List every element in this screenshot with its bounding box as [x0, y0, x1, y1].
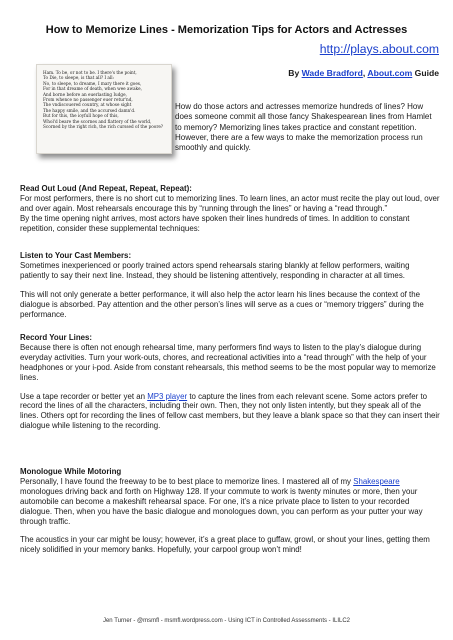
section-paragraph: Sometimes inexperienced or poorly trained actors spend rehearsals staring blankly at fellow performers, waiting patiently to say their next line. Instead, they should be listening attentively, responding in character at all times. [20, 260, 410, 280]
poem-line: Scorned by the right rich, the rich curssed of the poore? [43, 124, 164, 130]
byline [288, 68, 439, 78]
section-heading: Record Your Lines: [20, 333, 93, 342]
section-paragraph: Because there is often not enough rehearsal time, many performers find ways to listen to the play’s dialogue during everyday activities. Turn your work-outs, chores, and recreational activities into a “read through” with the help of your headphones or your i-pod. Aside from constant rehearsals, this method seems to be the most popular way to memorize lines. [20, 342, 436, 382]
poem-line: Whol'd beare the scornes and flattery of the world, [43, 118, 152, 124]
author-link[interactable]: Wade Bradford [301, 68, 363, 78]
byline-separator: , [362, 68, 368, 78]
section-paragraph [20, 392, 440, 432]
record-text-after: to capture the lines from each relevant scene. Some actors prefer to record the lines of all the characters, including their own. Then, they not only listen intently, but they speak all of the lines. Others opt for recording the lines of fellow cast members, but they leave a blank space so that they can insert their dialogue while listening to the recording. [20, 391, 440, 431]
section-motoring [20, 467, 440, 555]
page-footer: Jen Turner - @msmfl - msmfl.wordpress.com - Using ICT in Controlled Assessments - ILILC2 [102, 618, 351, 624]
section-record [20, 333, 440, 431]
record-text-before: Use a tape recorder or better yet an [20, 391, 148, 401]
poem-line: To Die, to sleepe, is that all? I all: [43, 75, 114, 81]
byline-by: By [288, 68, 302, 78]
page-title: How to Memorize Lines - Memorization Tips for Actors and Actresses [45, 24, 408, 36]
poem-line: From whence no passenger euer retur'nd, [43, 97, 133, 103]
section-paragraph: This will not only generate a better performance, it will also help the actor learn his lines because the context of the dialogue is absorbed. Pay attention and the other person’s lines will serve as a cues or “memory triggers” during the performance. [20, 289, 424, 319]
section-heading: Read Out Loud (And Repeat, Repeat, Repeat): [20, 184, 192, 193]
byline-suffix: Guide [412, 68, 439, 78]
section-paragraph: The acoustics in your car might be lousy; however, it’s a great place to guffaw, growl, or shout your lines, getting them nicely solidified in your memory banks. Hopefully, your carpool group won’t mind! [20, 535, 430, 555]
site-url-link[interactable]: http://plays.about.com [319, 42, 439, 56]
motoring-text-after: monologues driving back and forth on Highway 128. If your commute to work is twenty minutes or more, then your automobile can become a makeshift rehearsal space. For one, it’s a nice private place to listen to your recorded dialogue. Then, when you have the basic dialogue and monologues down, you can perform as your putter your way through traffic. [20, 486, 423, 526]
poem-line: But for this, the ioyfull hope of this, [43, 113, 119, 119]
mp3-player-link[interactable]: MP3 player [147, 391, 188, 401]
section-heading: Listen to Your Cast Members: [20, 251, 132, 260]
intro-paragraph: How do those actors and actresses memorize hundreds of lines? How does someone commit all those fancy Shakespearean lines from Hamlet to memory? Memorizing lines takes practice and constant repetition. However, there are a few ways to make the memorization process run smoothly and quickly. [175, 102, 432, 153]
section-listen [20, 251, 440, 319]
motoring-text-before: Personally, I have found the freeway to be to best place to memorize lines. I mastered all of my [20, 476, 354, 486]
poem-line: For in that dreame of death, when wee awake, [43, 86, 142, 92]
poem-line: The happy smile, and the accursed damn'd. [43, 107, 136, 113]
section-heading: Monologue While Motoring [20, 467, 122, 476]
hamlet-text-image [36, 64, 172, 154]
shakespeare-link[interactable]: Shakespeare [353, 476, 400, 486]
about-site-link[interactable]: About.com [367, 68, 413, 78]
poem-line: The vndiscouered country, at whose sight [43, 102, 132, 108]
poem-line: And borne before an euerlasting Iudge, [43, 91, 127, 97]
section-paragraph: For most performers, there is no short cut to memorizing lines. To learn lines, an actor must recite the play out loud, over and over again. Most rehearsals encourage this by “running through the lines” or having a “read through.” [20, 193, 440, 213]
section-read-out-loud [20, 184, 440, 234]
poem-line: No, to sleepe, to dreame, I mary there it goes, [43, 80, 142, 86]
section-paragraph: By the time opening night arrives, most actors have spoken their lines hundreds of times. In addition to constant repetition, consider these supplemental techniques: [20, 213, 410, 233]
poem-line: Ham. To be, or not to be. I there's the point, [43, 70, 137, 75]
section-paragraph [20, 477, 440, 527]
